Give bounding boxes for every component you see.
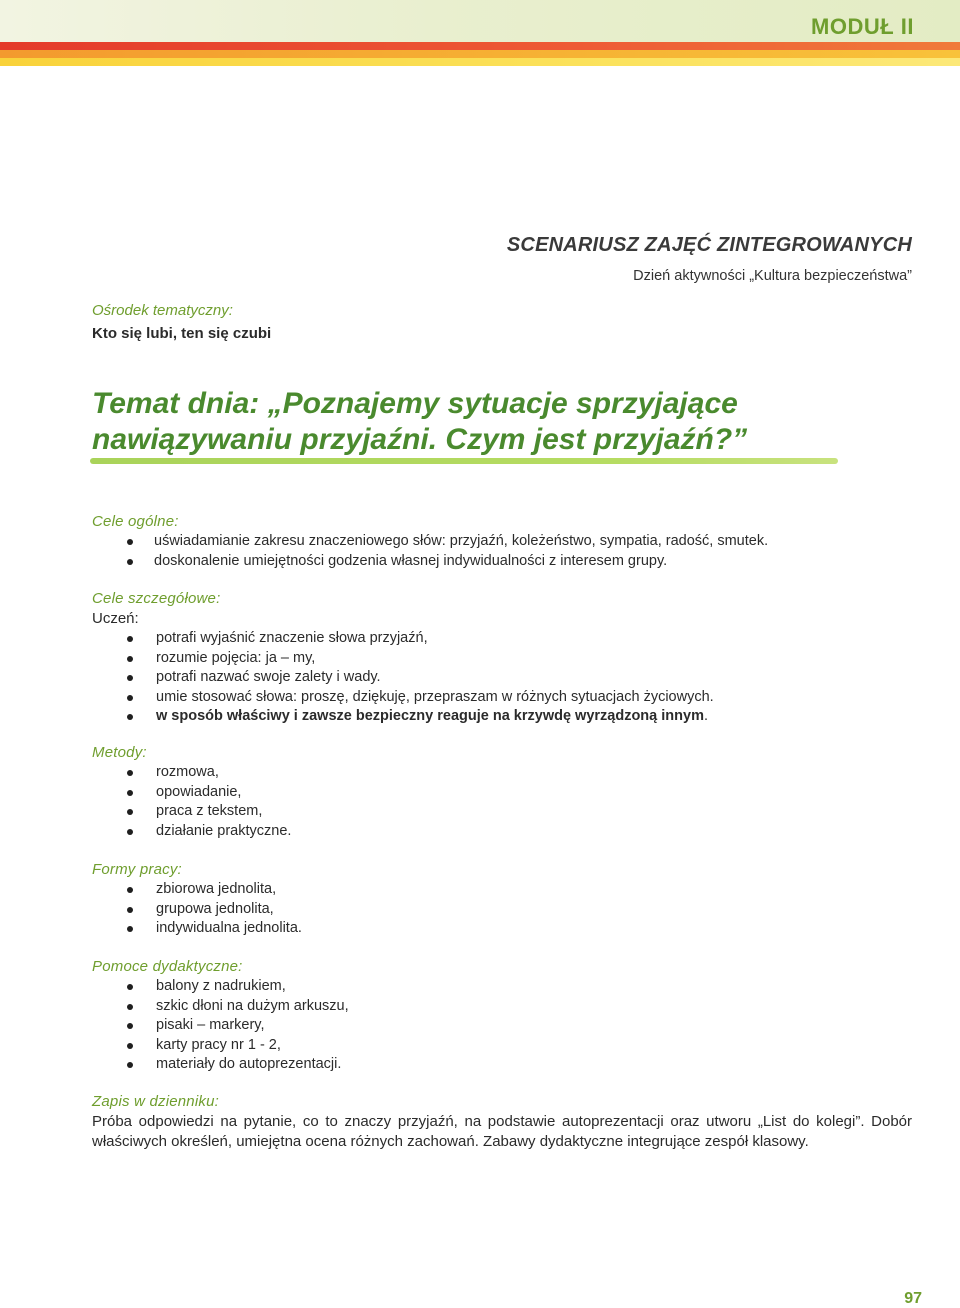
section-title: Formy pracy: bbox=[92, 861, 182, 878]
teaching-aids-section bbox=[92, 957, 922, 1075]
list-item bbox=[92, 919, 922, 939]
bullet-icon bbox=[127, 984, 133, 990]
section-title: Zapis w dzienniku: bbox=[92, 1093, 219, 1110]
list-item-text: karty pracy nr 1 - 2, bbox=[156, 1036, 281, 1053]
header-stripe-red bbox=[0, 42, 960, 50]
header-stripe-yellow bbox=[0, 58, 960, 66]
section-title: Cele szczegółowe: bbox=[92, 590, 221, 607]
list-item-text: umie stosować słowa: proszę, dziękuję, przepraszam w różnych sytuacjach życiowych. bbox=[156, 688, 714, 705]
bullet-icon bbox=[127, 926, 133, 932]
list-item-text: w sposób właściwy i zawsze bezpieczny reaguje na krzywdę wyrządzoną innym bbox=[156, 708, 704, 724]
list-item-text: uświadamianie zakresu znaczeniowego słów: przyjaźń, koleżeństwo, sympatia, radość, smutek. bbox=[154, 533, 769, 549]
list-item bbox=[92, 802, 922, 822]
list-item-period: . bbox=[703, 708, 708, 724]
list-item bbox=[92, 1036, 922, 1056]
work-forms-list bbox=[92, 880, 922, 939]
list-item bbox=[92, 783, 922, 803]
bullet-icon bbox=[127, 636, 133, 642]
methods-section bbox=[92, 743, 922, 841]
general-goals-list bbox=[92, 532, 922, 571]
methods-list bbox=[92, 763, 922, 841]
list-item-text: zbiorowa jednolita, bbox=[156, 881, 277, 897]
bullet-icon bbox=[127, 1043, 133, 1049]
journal-text: Próba odpowiedzi na pytanie, co to znaczy przyjaźń, na podstawie autoprezentacji oraz utworu „List do kolegi”. Dobór właściwych określeń, umiejętna ocena różnych zachowań. Zabawy dydaktyczne integrujące zespół klasowy. bbox=[92, 1113, 912, 1150]
bullet-icon bbox=[127, 907, 133, 913]
list-item bbox=[92, 822, 922, 842]
thematic-center-value: Kto się lubi, ten się czubi bbox=[92, 325, 272, 342]
section-title: Metody: bbox=[92, 744, 147, 761]
list-item-text: indywidualna jednolita. bbox=[156, 920, 302, 936]
list-item bbox=[92, 1055, 922, 1075]
bullet-icon bbox=[127, 887, 133, 893]
list-item bbox=[92, 977, 922, 997]
list-item bbox=[92, 880, 922, 900]
list-item-text: szkic dłoni na dużym arkuszu, bbox=[156, 997, 349, 1014]
specific-goals-section bbox=[92, 589, 922, 727]
bullet-icon bbox=[127, 770, 133, 776]
general-goals-section bbox=[92, 512, 922, 571]
list-item bbox=[92, 1016, 922, 1036]
list-item-text: doskonalenie umiejętności godzenia własnej indywidualności z interesem grupy. bbox=[154, 552, 668, 569]
list-item-text: rozmowa, bbox=[156, 764, 219, 780]
bullet-icon bbox=[127, 790, 133, 796]
page-number: 97 bbox=[904, 1290, 922, 1307]
list-item bbox=[92, 997, 922, 1017]
bullet-icon bbox=[127, 1062, 133, 1068]
list-item bbox=[92, 532, 922, 552]
list-item-text: praca z tekstem, bbox=[156, 803, 263, 819]
pupil-label: Uczeń: bbox=[92, 610, 139, 627]
list-item bbox=[92, 688, 922, 708]
list-item bbox=[92, 629, 922, 649]
list-item-text: potrafi nazwać swoje zalety i wady. bbox=[156, 669, 381, 685]
thematic-center-label: Ośrodek tematyczny: bbox=[92, 302, 233, 319]
bullet-icon bbox=[127, 1004, 133, 1010]
section-title: Cele ogólne: bbox=[92, 513, 179, 530]
header-stripe-orange bbox=[0, 50, 960, 58]
bullet-icon bbox=[127, 695, 133, 701]
scenario-title: SCENARIUSZ ZAJĘĆ ZINTEGROWANYCH bbox=[506, 234, 912, 256]
bullet-icon bbox=[127, 1023, 133, 1029]
list-item-text: opowiadanie, bbox=[156, 783, 242, 800]
list-item-text: pisaki – markery, bbox=[156, 1017, 265, 1033]
list-item bbox=[92, 763, 922, 783]
bullet-icon bbox=[127, 675, 133, 681]
scenario-subtitle: Dzień aktywności „Kultura bezpieczeństwa” bbox=[633, 268, 912, 284]
list-item-text: rozumie pojęcia: ja – my, bbox=[156, 649, 316, 666]
bullet-icon bbox=[127, 714, 133, 720]
topic-underline bbox=[90, 458, 838, 464]
work-forms-section bbox=[92, 860, 922, 939]
module-label: MODUŁ II bbox=[811, 14, 914, 39]
list-item-text: materiały do autoprezentacji. bbox=[156, 1056, 342, 1072]
bullet-icon bbox=[127, 539, 133, 545]
list-item-text: balony z nadrukiem, bbox=[156, 978, 286, 994]
list-item bbox=[92, 552, 922, 572]
section-title: Pomoce dydaktyczne: bbox=[92, 958, 243, 975]
teaching-aids-list bbox=[92, 977, 922, 1075]
list-item bbox=[92, 900, 922, 920]
topic-line-1: Temat dnia: „Poznajemy sytuacje sprzyjające bbox=[92, 387, 738, 420]
bullet-icon bbox=[127, 656, 133, 662]
bullet-icon bbox=[127, 559, 133, 565]
list-item bbox=[92, 668, 922, 688]
bullet-icon bbox=[127, 809, 133, 815]
list-item-text: działanie praktyczne. bbox=[156, 822, 292, 839]
list-item-text: potrafi wyjaśnić znaczenie słowa przyjaźń, bbox=[156, 630, 428, 646]
topic-line-2: nawiązywaniu przyjaźni. Czym jest przyjaźń?” bbox=[92, 423, 748, 456]
topic-heading bbox=[92, 386, 852, 458]
bullet-icon bbox=[127, 829, 133, 835]
list-item-text: grupowa jednolita, bbox=[156, 900, 274, 917]
journal-section bbox=[92, 1092, 912, 1152]
list-item bbox=[92, 649, 922, 669]
list-item bbox=[92, 707, 922, 727]
specific-goals-list bbox=[92, 629, 922, 727]
